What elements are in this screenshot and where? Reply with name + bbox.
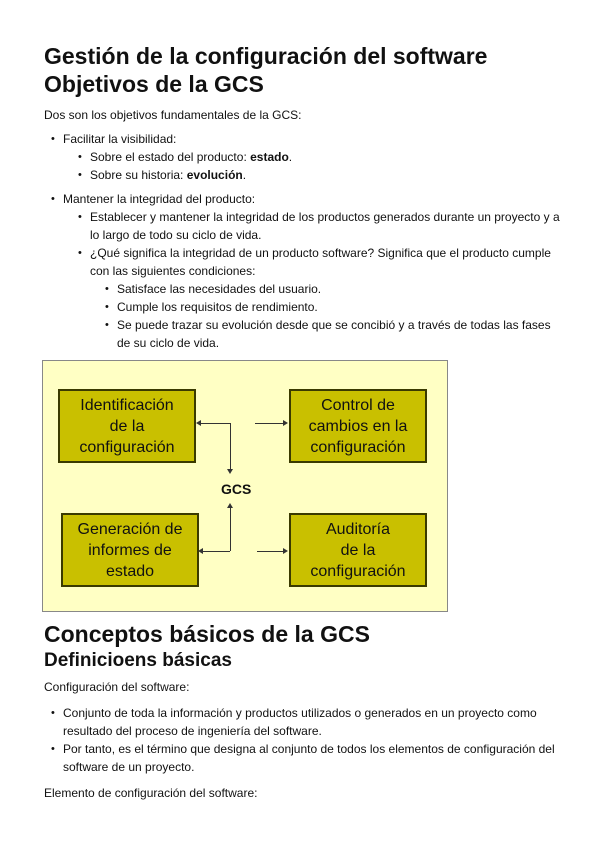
- list-item-text: Sobre el estado del producto:: [90, 150, 251, 164]
- box-generacion-informes: Generación de informes de estado: [61, 513, 199, 587]
- definitions-list: [44, 704, 564, 776]
- box-auditoria: Auditoría de la configuración: [289, 513, 427, 587]
- bold-term: estado: [250, 150, 289, 164]
- connector-line: [255, 423, 283, 424]
- list-item: • Cumple los requisitos de rendimiento.: [117, 298, 564, 316]
- box-identificacion: Identificación de la configuración: [58, 389, 196, 463]
- list-item: [90, 244, 564, 352]
- list-item: • Por tanto, es el término que designa al conjunto de todos los elementos de configuración del software de un proyecto.: [63, 740, 564, 776]
- arrow-left-icon: [196, 420, 201, 426]
- list-item-text: Sobre su historia:: [90, 168, 187, 182]
- list-item-text: Facilitar la visibilidad:: [63, 132, 177, 146]
- section-title: Gestión de la configuración del software: [44, 43, 488, 69]
- connector-line: [201, 551, 230, 552]
- gcs-label: GCS: [221, 481, 252, 497]
- list-item: • Satisface las necesidades del usuario.: [117, 280, 564, 298]
- document-page: [44, 42, 564, 802]
- arrow-right-icon: [283, 420, 288, 426]
- bold-term: evolución: [186, 168, 243, 182]
- list-item-text: Mantener la integridad del producto:: [63, 192, 256, 206]
- objectives-list: [44, 130, 564, 352]
- list-item-text: ¿Qué significa la integridad de un producto software? Significa que el producto cumple con las siguientes condiciones:: [90, 246, 551, 278]
- connector-line: [230, 423, 231, 471]
- list-item: • Sobre su historia: evolución.: [90, 166, 564, 184]
- connector-line: [198, 423, 230, 424]
- section-subtitle: Objetivos de la GCS: [44, 71, 264, 97]
- intro-paragraph: Configuración del software:: [44, 680, 190, 694]
- arrow-down-icon: [227, 469, 233, 474]
- arrow-left-icon: [198, 548, 203, 554]
- connector-line: [257, 551, 283, 552]
- list-item: • Sobre el estado del producto: estado.: [90, 148, 564, 166]
- list-item: [63, 130, 564, 184]
- list-item: [63, 190, 564, 352]
- section-subtitle: Definicioens básicas: [44, 650, 232, 671]
- list-item: • Conjunto de toda la información y productos utilizados o generados en un proyecto como resultado del proceso de ingeniería del software.: [63, 704, 564, 740]
- list-item: • Establecer y mantener la integridad de los productos generados durante un proyecto y a lo largo de todo su ciclo de vida.: [90, 208, 564, 244]
- connector-line: [230, 507, 231, 551]
- arrow-up-icon: [227, 503, 233, 508]
- arrow-right-icon: [283, 548, 288, 554]
- list-item: • Se puede trazar su evolución desde que se concibió y a través de todas las fases de su ciclo de vida.: [117, 316, 564, 352]
- gcs-diagram: [42, 360, 448, 612]
- paragraph: Elemento de configuración del software:: [44, 786, 258, 800]
- box-control-cambios: Control de cambios en la configuración: [289, 389, 427, 463]
- section-title: Conceptos básicos de la GCS: [44, 621, 370, 647]
- intro-paragraph: Dos son los objetivos fundamentales de la GCS:: [44, 108, 302, 122]
